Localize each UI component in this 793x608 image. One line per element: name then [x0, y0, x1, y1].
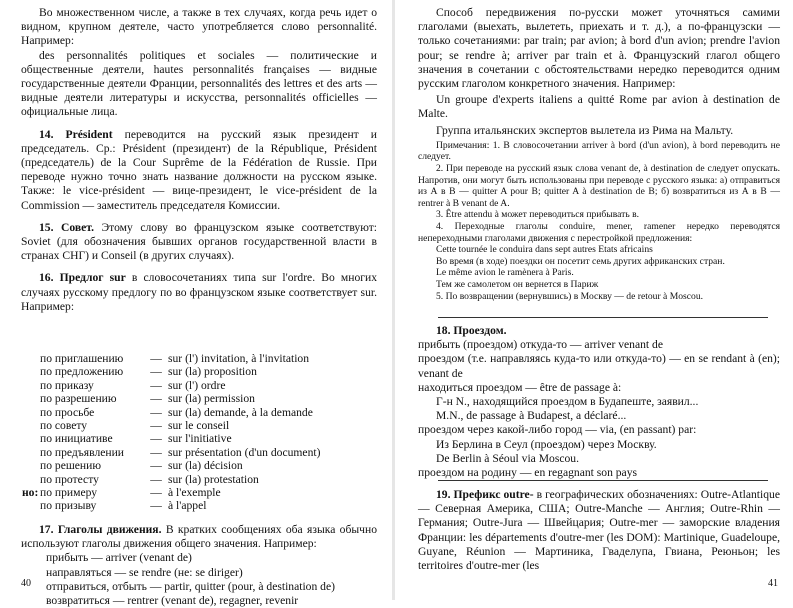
section-16 [21, 271, 377, 314]
row-russian-text: по призыву [40, 499, 97, 513]
note-line: Во время (в ходе) поездки он посетит семь других африканских стран. [436, 255, 725, 267]
left-page [0, 0, 390, 608]
section-15 [21, 221, 377, 264]
section-14-text: переводится на русский язык президент и председатель. Ср.: Président (президент) de la République, Président (председатель) de la Cour Suprême de la Fédération de Russie. При переводе нужно точно знать название должности на русском языке. Также: le vice-président — вице-президент, le vice-président de la Commission — заместитель председателя Комиссии. [21, 127, 377, 212]
row-russian [40, 392, 144, 405]
row-dash: — [150, 392, 162, 406]
right-page [398, 0, 793, 600]
row-russian [40, 446, 144, 459]
section-19-title: 19. Префикс outre- [436, 488, 534, 501]
section-19-text: в географических обозначениях: Outre-Atlantique — Северная Америка, США; Outre-Manche — Англия; Outre-Rhin — Германия; Outre-Jura — Швейцария; Outre-mer — заморские владения Франции: les départements d'outre-mer (les DOM): Martinique, Guadeloupe, Guyane, Réunion — Мартиника, Гваделупа, Гвиана, Реюньон; les territoires d'outre-mer (les [418, 488, 780, 573]
row-dash: — [150, 352, 162, 365]
table-row [40, 379, 320, 392]
table-row [40, 499, 320, 512]
row-russian-text: по просьбе [40, 405, 95, 419]
row-dash: — [150, 432, 162, 446]
row-dash: — [150, 445, 162, 459]
row-dash: — [150, 378, 162, 392]
row-russian-text: по предъявлении [40, 445, 124, 459]
section-15-text: Этому слову во французском языке соответствуют: Soviet (для обозначения бывших органов государственной власти в странах СНГ) и Conseil (в других случаях). [21, 220, 377, 263]
section-17-text: В кратких сообщениях оба языка обычно используют глаголы движения общего значения. Например: [21, 523, 378, 551]
row-dash: — [150, 486, 162, 500]
row-russian [40, 499, 144, 512]
section-19 [418, 488, 780, 573]
section-14 [21, 128, 377, 213]
section-17 [21, 523, 377, 608]
section-18-line: проездом на родину — en regagnant son pays [418, 466, 638, 480]
section-15-title: 15. Совет. [39, 220, 95, 234]
note-line: Cette tournée le conduira dans sept autres Etats africains [436, 244, 653, 256]
row-dash: — [150, 419, 162, 433]
row-russian-text: по приказу [40, 378, 94, 392]
row-french: sur (l') invitation, à l'invitation [168, 352, 310, 365]
section-16-text: в словосочетаниях типа sur l'ordre. Во многих случаях русскому предлогу по во французском языке соответствует sur. Например: [21, 271, 377, 313]
row-russian [40, 352, 144, 365]
section-14-title: 14. Président [39, 127, 113, 141]
row-dash: — [150, 499, 162, 513]
row-russian [22, 486, 144, 500]
note-line: 3. Être attendu à может переводиться прибывать в. [436, 209, 640, 221]
example-russian: Группа итальянских экспертов вылетела из Рима на Мальту. [436, 123, 734, 137]
row-russian [40, 379, 144, 392]
table-row [40, 446, 320, 459]
note-line: 5. По возвращении (вернувшись) в Москву — de retour à Moscou. [436, 290, 704, 302]
row-russian-text: по инициативе [40, 432, 113, 446]
note-line: Тем же самолетом он вернется в Париж [436, 278, 599, 290]
row-french: sur (la) décision [168, 459, 243, 473]
section-18-lines [418, 338, 780, 480]
verb-line: направляться — se rendre (не: se diriger) [46, 565, 243, 579]
row-dash: — [150, 472, 162, 486]
right-text-top [418, 6, 780, 302]
row-french: sur (la) protestation [168, 472, 259, 486]
section-16-title: 16. Предлог sur [39, 271, 126, 285]
row-russian-text: по протесту [40, 472, 99, 486]
table-row [40, 473, 320, 486]
row-russian-text: по разрешению [40, 392, 117, 406]
section-18-line: Г-н N., находящийся проездом в Будапеште, заявил... [436, 395, 699, 409]
verb-list [21, 551, 377, 608]
section-18-line: проездом через какой-либо город — via, (en passant) par: [418, 423, 697, 437]
section-18-title: 18. Проездом. [436, 324, 507, 337]
preposition-table-body [22, 352, 321, 513]
row-french: à l'exemple [168, 486, 221, 500]
paragraph-examples: des personnalités politiques et sociales — политические и общественные деятели, hautes personnalités françaises — видные государственные деятели Франции, personnalités des lettres et des arts — видные деятели литературы и искусства, personnalités officielles — официальные лица. [21, 48, 377, 119]
row-russian [40, 473, 144, 486]
row-russian [40, 365, 144, 378]
row-french: sur présentation (d'un document) [168, 445, 321, 459]
row-russian [40, 406, 144, 419]
note-line: 4. Переходные глаголы conduire, mener, ramener нередко переводятся непереходными глаголами движения с перестройкой предложения: [418, 220, 780, 244]
verb-line: прибыть — arriver (venant de) [46, 551, 192, 565]
section-18 [418, 324, 780, 480]
page-number-right: 41 [768, 578, 778, 589]
example-french: Un groupe d'experts italiens a quitté Rome par avion à destination de Malte. [418, 93, 780, 121]
note-line: 2. При переводе на русский язык слова venant de, à destination de следует опускать. Напротив, они могут быть использованы при переводе с русского языка: а) отправиться из А в В — quitter A pour B; quitter A à destination de B; б) возвратиться из А в В — rentrer à B venant de A. [418, 163, 780, 209]
section-18-line: M.N., de passage à Budapest, a déclaré... [436, 409, 627, 423]
row-russian [40, 419, 144, 432]
note-line: Le même avion le ramènera à Paris. [436, 267, 574, 279]
table-row [40, 419, 320, 432]
note-line: Примечания: 1. В словосочетании arriver à bord (d'un avion), à bord переводить не следует. [418, 139, 780, 163]
paragraph-intro: Во множественном числе, а также в тех случаях, когда речь идет о видном, крупном деятеле, часто употребляется слово personnalité. Например: [21, 6, 377, 48]
page-number-left: 40 [21, 578, 31, 589]
row-russian-text: по совету [40, 419, 88, 433]
row-french: sur (l') ordre [168, 378, 226, 392]
page-fold [392, 0, 395, 600]
section-18-line: Из Берлина в Сеул (проездом) через Москву. [436, 437, 657, 451]
table-row [40, 392, 320, 405]
table-row [40, 352, 320, 365]
row-russian [40, 432, 144, 445]
row-french: sur l'initiative [168, 432, 232, 446]
row-dash: — [150, 365, 162, 379]
row-french: sur (la) demande, à la demande [168, 405, 313, 419]
section-18-line: находиться проездом — être de passage à: [418, 380, 622, 394]
section-18-line: проездом (т.е. направляясь куда-то или откуда-то) — en se rendant à (en); venant de [418, 352, 780, 380]
left-text-block [21, 6, 377, 314]
section-17-title: 17. Глаголы движения. [39, 523, 162, 536]
table-row [40, 486, 320, 499]
row-russian [40, 459, 144, 472]
row-prefix: но: [22, 486, 39, 500]
table-row [40, 459, 320, 472]
section-18-line: прибыть (проездом) откуда-то — arriver venant de [418, 338, 663, 352]
verb-line: отправиться, отбыть — partir, quitter (pour, à destination de) [46, 579, 335, 593]
verb-line: возвратиться — rentrer (venant de), regagner, revenir [46, 594, 299, 608]
row-french: sur le conseil [168, 419, 230, 433]
divider-line-2 [438, 480, 768, 481]
row-russian-text: по приглашению [40, 352, 124, 365]
row-russian-text: по предложению [40, 365, 124, 379]
row-french: à l'appel [168, 499, 207, 513]
preposition-table [22, 352, 321, 513]
row-french: sur (la) permission [168, 392, 255, 406]
row-dash: — [150, 405, 162, 419]
row-dash: — [150, 459, 162, 473]
table-row [40, 365, 320, 378]
row-russian-text: по примеру [40, 486, 98, 500]
table-row [40, 432, 320, 445]
table-row [40, 406, 320, 419]
row-french: sur (la) proposition [168, 365, 257, 379]
section-18-line: De Berlin à Séoul via Moscou. [436, 451, 579, 465]
row-russian-text: по решению [40, 459, 101, 473]
notes-block [418, 140, 780, 302]
paragraph-transport: Способ передвижения по-русски может уточняться самими глаголами (выехать, вылететь, приехать и т. д.), а по-французски — только сочетаниями: par train; par avion; à bord d'un avion; prendre l'avion pour; se rendre à; arriver par train et à. Французский глагол общего значения в сочетании с обстоятельствами нередко переводится одним русским глаголом конкретного значения. Например: [418, 6, 780, 91]
divider-line [438, 317, 768, 318]
